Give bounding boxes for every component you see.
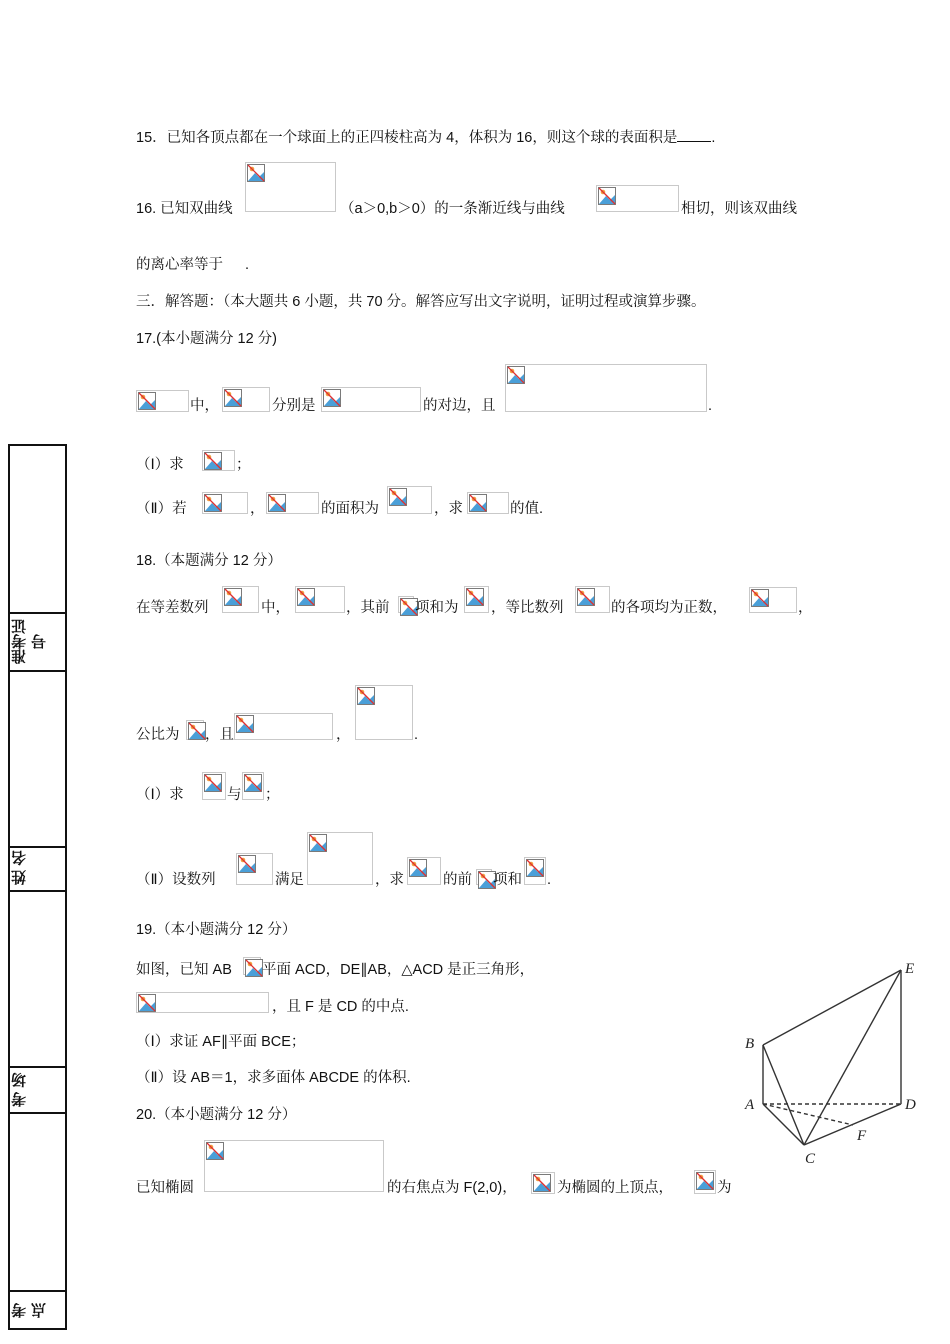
edge-BC: [763, 1045, 804, 1145]
q19-heading: 19.（本小题满分 12 分）: [136, 922, 297, 938]
q16-text-b: （a＞0,b＞0）的一条渐近线与曲线: [340, 201, 565, 217]
q17-text: 中，: [190, 398, 219, 414]
formula-image: [749, 587, 797, 613]
formula-image: [234, 713, 333, 740]
formula-image: [321, 387, 421, 412]
q20-text: 已知椭圆: [136, 1180, 194, 1196]
q16-text-c: 相切，则该双曲线: [681, 201, 797, 217]
segment-AF: [763, 1104, 853, 1125]
q19-text: 如图，已知 AB: [136, 962, 232, 978]
q17-text: 的对边，且: [423, 398, 496, 414]
formula-image: [136, 992, 269, 1013]
q18-part2: （Ⅱ）设数列: [136, 872, 216, 888]
formula-image: [476, 869, 492, 885]
section-heading: 三．解答题：（本大题共 6 小题，共 70 分。解答应写出文字说明，证明过程或演算步骤。: [136, 294, 706, 310]
formula-image: [202, 772, 226, 800]
q15-line: 15．已知各顶点都在一个球面上的正四棱柱高为 4，体积为 16，则这个球的表面积是 .: [136, 127, 715, 148]
formula-image: [204, 1140, 384, 1192]
formula-image: [464, 586, 489, 613]
label-B: B: [745, 1036, 755, 1052]
q16-text-d: 的离心率等于 .: [136, 257, 250, 273]
answer-blank: [677, 127, 711, 142]
q18-text: 在等差数列: [136, 600, 209, 616]
polyhedron-figure: [740, 955, 930, 1170]
formula-image: [242, 772, 264, 800]
q18-text: 公比为: [136, 727, 180, 743]
formula-image: [467, 492, 509, 514]
q16-text-a: 16. 已知双曲线: [136, 201, 233, 217]
q15-text: 15．已知各顶点都在一个球面上的正四棱柱高为 4，体积为 16，则这个球的表面积是: [136, 130, 678, 146]
formula-image: [307, 832, 373, 885]
formula-image: [524, 857, 546, 885]
label-F: F: [857, 1128, 867, 1144]
formula-image: [295, 586, 345, 613]
formula-image: [694, 1170, 716, 1194]
formula-image: [505, 364, 707, 412]
label-exam-site: 考 点: [11, 1303, 48, 1319]
q19-part1: （Ⅰ）求证 AF∥平面 BCE；: [136, 1034, 306, 1050]
formula-image: [186, 720, 204, 740]
formula-image: [243, 957, 261, 975]
q17-part2: （Ⅱ）若: [136, 501, 187, 517]
label-D: D: [905, 1097, 916, 1113]
formula-image: [236, 853, 273, 885]
formula-image: [398, 596, 414, 613]
q17-heading: 17.(本小题满分 12 分): [136, 331, 277, 347]
formula-image: [222, 387, 270, 412]
exam-info-strip: [8, 444, 67, 1330]
label-A: A: [745, 1097, 755, 1113]
label-E: E: [905, 961, 915, 977]
formula-image: [531, 1172, 555, 1194]
formula-image: [202, 450, 235, 471]
formula-image: [202, 492, 248, 514]
label-exam-number: 准考证号: [11, 619, 48, 665]
label-name: 姓 名: [11, 850, 28, 886]
formula-image: [355, 685, 413, 740]
formula-image: [596, 185, 679, 212]
formula-image: [575, 586, 610, 613]
formula-image: [245, 162, 336, 212]
q18-heading: 18.（本题满分 12 分）: [136, 553, 282, 569]
q19-part2: （Ⅱ）设 AB＝1，求多面体 ABCDE 的体积.: [136, 1070, 411, 1086]
formula-image: [222, 586, 259, 613]
label-exam-room: 考 场: [11, 1072, 28, 1108]
edge-AC: [763, 1104, 804, 1145]
q18-part1: （Ⅰ）求: [136, 787, 184, 803]
formula-image: [266, 492, 319, 514]
formula-image: [387, 486, 432, 514]
label-C: C: [805, 1151, 816, 1167]
formula-image: [136, 390, 189, 412]
formula-image: [407, 857, 441, 885]
q17-part1: （Ⅰ）求: [136, 457, 184, 473]
q20-heading: 20.（本小题满分 12 分）: [136, 1107, 297, 1123]
q17-text: 分别是: [272, 398, 316, 414]
